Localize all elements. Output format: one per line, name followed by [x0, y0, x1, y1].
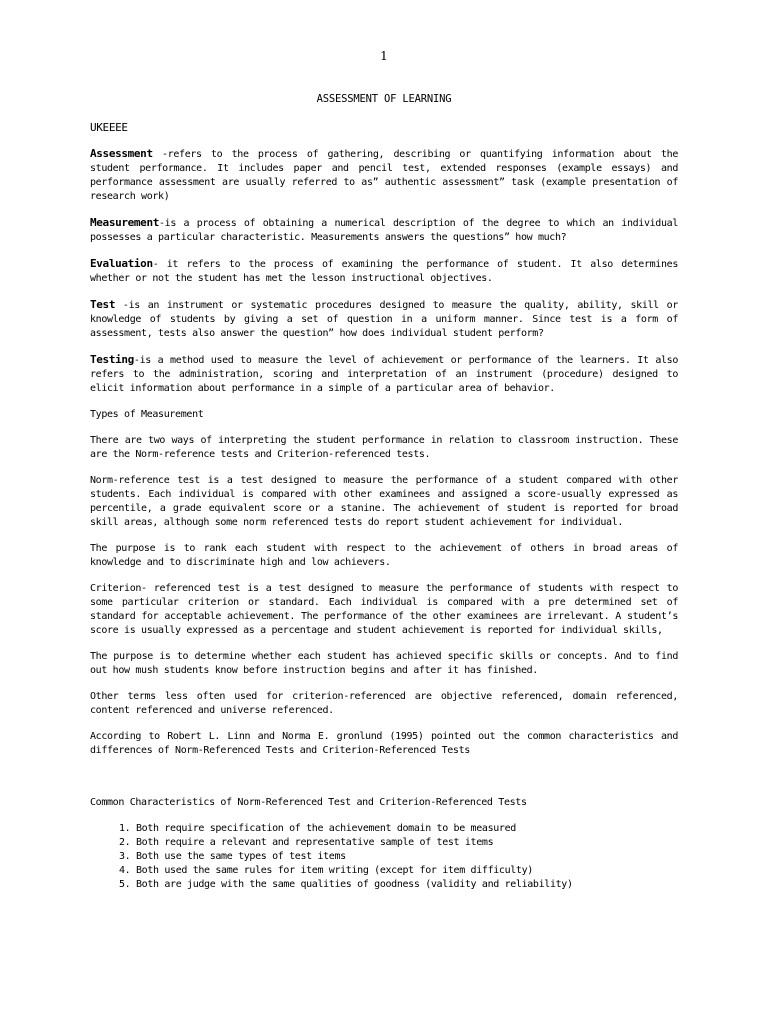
- definition-term: Measurement: [90, 216, 159, 229]
- list-item: 3. Both use the same types of test items: [136, 850, 678, 864]
- definition-term: Assessment: [90, 147, 153, 160]
- paragraph: According to Robert L. Linn and Norma E. gronlund (1995) pointed out the common characteristics and differences of Norm-Referenced Tests and Criterion-Referenced Tests: [90, 731, 678, 756]
- definition-measurement: [90, 216, 678, 245]
- paragraph: There are two ways of interpreting the student performance in relation to classroom instruction. These are the Norm-reference tests and Criterion-referenced tests.: [90, 435, 678, 460]
- list-item: 5. Both are judge with the same qualities of goodness (validity and reliability): [136, 878, 678, 892]
- characteristics-list: [90, 822, 678, 892]
- list-item: 1. Both require specification of the achievement domain to be measured: [136, 822, 678, 836]
- list-item: 4. Both used the same rules for item writing (except for item difficulty): [136, 864, 678, 878]
- definition-text: -is a method used to measure the level of achievement or performance of the learners. It also refers to the administration, scoring and interpretation of an instrument (procedure) designed to elicit information about performance in a simple of a particular area of behavior.: [90, 355, 678, 394]
- document-title: ASSESSMENT OF LEARNING: [316, 93, 452, 105]
- document-body: [90, 121, 678, 892]
- definition-text: -is a process of obtaining a numerical description of the degree to which an individual possesses a particular characteristic. Measurements answers the questions” how much?: [90, 218, 678, 243]
- definition-text: - it refers to the process of examining the performance of student. It also determines whether or not the student has met the lesson instructional objectives.: [90, 259, 678, 284]
- paragraph: The purpose is to determine whether each student has achieved specific skills or concepts. And to find out how mush students know before instruction begins and after it has finished.: [90, 651, 678, 676]
- definition-text: -refers to the process of gathering, describing or quantifying information about the student performance. It includes paper and pencil test, extended responses (example essays) and performance assessment are usually referred to as” authentic assessment” task (example presentation of research work): [90, 149, 678, 202]
- list-item: 2. Both require a relevant and representative sample of test items: [136, 836, 678, 850]
- paragraph: Criterion- referenced test is a test designed to measure the performance of students with respect to some particular criterion or standard. Each individual is compared with a pre determined set of standard for acceptable achievement. The performance of the other examinees are irrelevant. A student’s score is usually expressed as a percentage and student achievement is reported for individual skills,: [90, 583, 678, 636]
- paragraph: Other terms less often used for criterion-referenced are objective referenced, domain referenced, content referenced and universe referenced.: [90, 691, 678, 716]
- definition-assessment: [90, 147, 678, 204]
- section-heading: Types of Measurement: [90, 409, 204, 420]
- definition-evaluation: [90, 257, 678, 286]
- definition-text: -is an instrument or systematic procedures designed to measure the quality, ability, skill or knowledge of students by giving a set of question in a uniform manner. Since test is a form of assessment, tests also answer the question” how does individual student perform?: [90, 300, 678, 339]
- paragraph: The purpose is to rank each student with respect to the achievement of others in broad areas of knowledge and to discriminate high and low achievers.: [90, 543, 678, 568]
- paragraph: Norm-reference test is a test designed to measure the performance of a student compared with other students. Each individual is compared with other examinees and assigned a score-usually expressed as percentile, a grade equivalent score or a stanine. The achievement of student is reported for broad skill areas, although some norm referenced tests do report student achievement for individual.: [90, 475, 678, 528]
- definition-testing: [90, 353, 678, 396]
- definition-term: Evaluation: [90, 257, 153, 270]
- subheader: UKEEEE: [90, 121, 128, 134]
- spacer: [90, 770, 678, 796]
- page-number: 1: [380, 49, 388, 63]
- list-heading: Common Characteristics of Norm-Referenced Test and Criterion-Referenced Tests: [90, 797, 527, 808]
- definition-test: [90, 298, 678, 341]
- definition-term: Test: [90, 298, 116, 311]
- definition-term: Testing: [90, 353, 134, 366]
